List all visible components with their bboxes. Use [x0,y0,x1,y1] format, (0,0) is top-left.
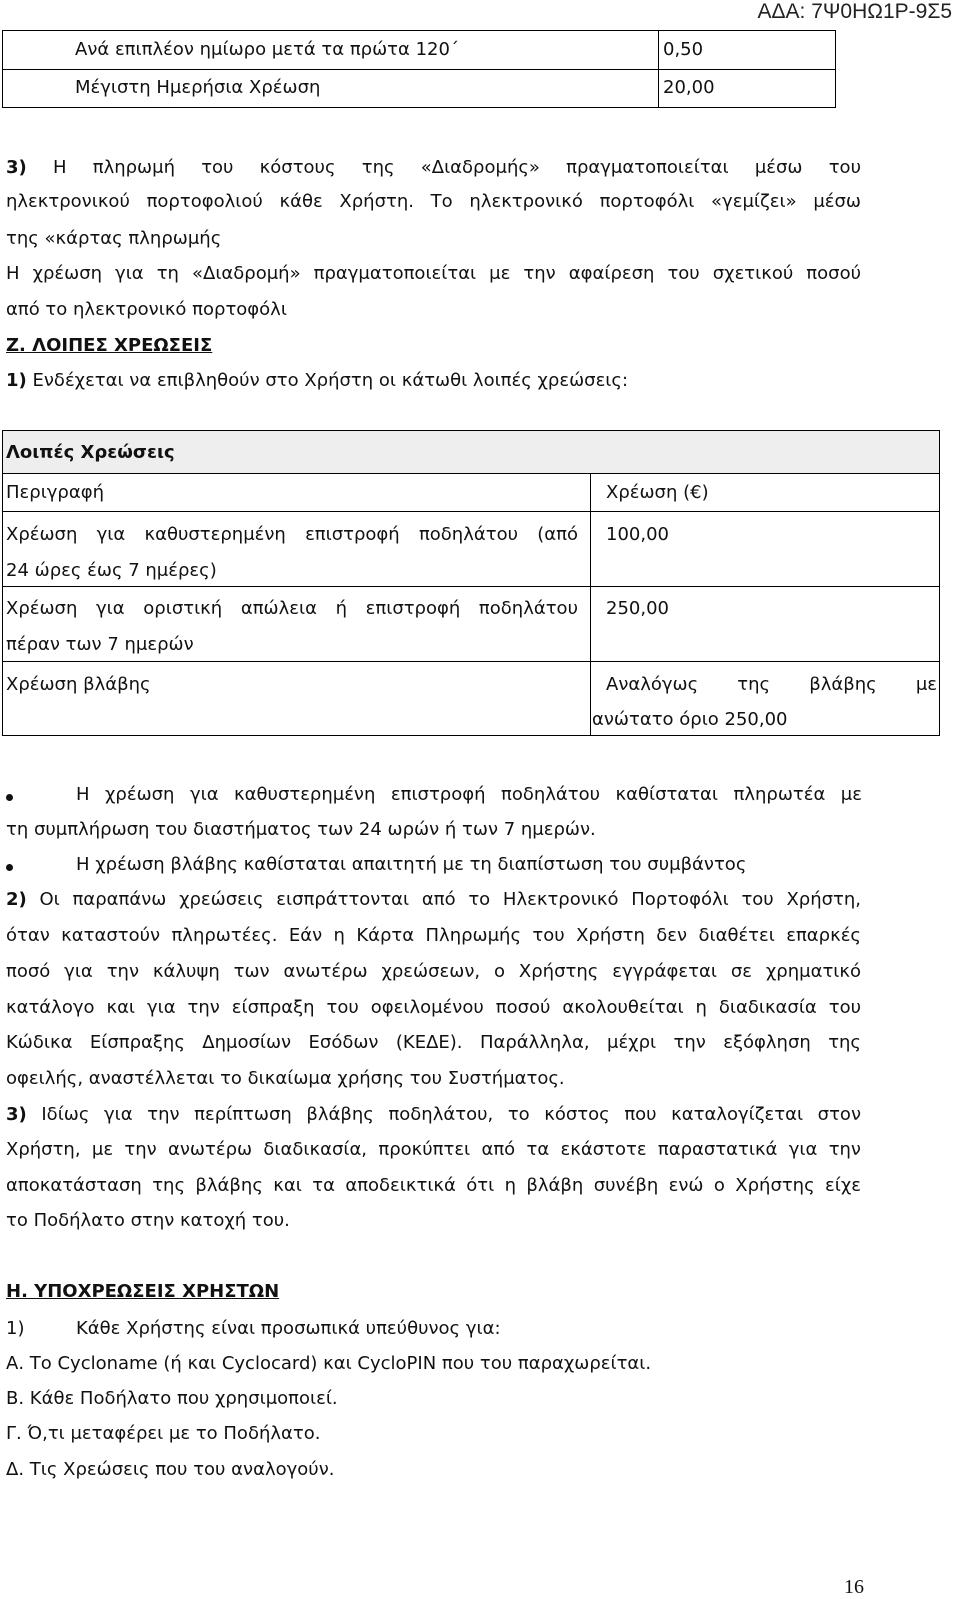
section-z-intro [6,369,628,393]
tariff-table [2,30,836,108]
row-divider [3,661,939,662]
paragraph-line: όταν καταστούν πληρωτέες. Εάν η Κάρτα Πληρωμής του Χρήστη δεν διαθέτει επαρκές [6,925,861,946]
tariff-table-row [3,70,835,108]
bullet-icon [6,794,13,801]
section-title-other-charges: Ζ. ΛΟΙΠΕΣ ΧΡΕΩΣΕΙΣ [6,335,213,356]
obligations-intro [6,1317,24,1341]
paragraph-text: Ιδίως για την περίπτωση βλάβης ποδηλάτου, το κόστος που καταλογίζεται στον [41,1104,861,1125]
paragraph-number: 1) [6,1318,25,1339]
paragraph-text: Η πληρωμή του κόστους της «Διαδρομής» πραγματοποιείται μέσω του [52,157,861,178]
tariff-table-row [3,31,835,70]
section-title-user-obligations: Η. ΥΠΟΧΡΕΩΣΕΙΣ ΧΡΗΣΤΩΝ [6,1281,280,1302]
payment-paragraph-line: Η χρέωση για τη «Διαδρομή» πραγματοποιείται με την αφαίρεση του σχετικού ποσού [6,263,861,284]
paragraph-text: Ενδέχεται να επιβληθούν στο Χρήστη οι κάτωθι λοιπές χρεώσεις: [32,370,629,391]
charge-description: Χρέωση για οριστική απώλεια ή επιστροφή ποδηλάτου [6,598,578,619]
charge-description: Χρέωση για καθυστερημένη επιστροφή ποδηλάτου (από [6,524,578,545]
obligation-item: Α. Το Cycloname (ή και Cyclocard) και CycloPIN που του παραχωρείται. [6,1353,652,1374]
row-divider [3,511,939,512]
table-column-divider [590,473,591,735]
paragraph-line: το Ποδήλατο στην κατοχή του. [6,1210,290,1231]
charge-value: Αναλόγως της βλάβης με [606,674,937,695]
tariff-value: 20,00 [663,77,715,98]
paragraph-number: 3) [6,157,27,178]
bullet-icon [6,864,13,871]
charge-description: πέραν των 7 ημερών [6,634,194,655]
paragraph-line: ποσό για την κάλυψη των ανωτέρω χρεώσεων, ο Χρήστης εγγράφεται σε χρηματικό [6,961,861,982]
payment-paragraph-line: ηλεκτρονικού πορτοφολιού κάθε Χρήστη. Το ηλεκτρονικό πορτοφόλι «γεμίζει» μέσω [6,191,861,212]
paragraph-number: 1) [6,370,27,391]
note-bullet-line: Η χρέωση για καθυστερημένη επιστροφή ποδηλάτου καθίσταται πληρωτέα με [76,784,862,805]
obligation-item: Β. Κάθε Ποδήλατο που χρησιμοποιεί. [6,1388,338,1409]
note-bullet-line: Η χρέωση βλάβης καθίσταται απαιτητή με τη διαπίστωση του συμβάντος [76,854,747,875]
row-divider [3,586,939,587]
paragraph-line: Κώδικα Είσπραξης Δημοσίων Εσόδων (ΚΕΔΕ). Παράλληλα, μέχρι την εξόφληση της [6,1032,861,1053]
paragraph-line: οφειλής, αναστέλλεται το δικαίωμα χρήσης του Συστήματος. [6,1068,565,1089]
table-title: Λοιπές Χρεώσεις [6,442,175,463]
charge-value: 250,00 [606,598,669,619]
obligations-intro-text: Κάθε Χρήστης είναι προσωπικά υπεύθυνος για: [76,1318,501,1339]
paragraph-line [6,888,861,912]
paragraph-text: Οι παραπάνω χρεώσεις εισπράττονται από το Ηλεκτρονικό Πορτοφόλι του Χρήστη, [39,889,861,910]
tariff-label: Ανά επιπλέον ημίωρο μετά τα πρώτα 120΄ [75,39,459,60]
other-charges-table [2,430,940,736]
paragraph-line: αποκατάσταση της βλάβης και τα αποδεικτικά ότι η βλάβη συνέβη ενώ ο Χρήστης είχε [6,1175,861,1196]
charge-value: 100,00 [606,524,669,545]
payment-paragraph-line: από το ηλεκτρονικό πορτοφόλι [6,299,287,320]
tariff-label: Μέγιστη Ημερήσια Χρέωση [75,77,321,98]
paragraph-line: Χρήστη, με την ανωτέρω διαδικασία, προκύπτει από τα εκάστοτε παραστατικά για την [6,1139,861,1160]
payment-paragraph-line: της «κάρτας πληρωμής [6,228,222,249]
charge-description: Χρέωση βλάβης [6,674,151,695]
paragraph-line: κατάλογο και για την είσπραξη του οφειλομένου ποσού ακολουθείται η διαδικασία του [6,997,861,1018]
tariff-value: 0,50 [663,39,704,60]
charge-description: 24 ώρες έως 7 ημέρες) [6,560,217,581]
paragraph-number: 3) [6,1104,27,1125]
payment-paragraph-line [6,156,861,180]
paragraph-number: 2) [6,889,27,910]
charge-value: ανώτατο όριο 250,00 [592,709,788,730]
obligation-item: Δ. Τις Χρεώσεις που του αναλογούν. [6,1459,335,1480]
obligation-item: Γ. Ό,τι μεταφέρει με το Ποδήλατο. [6,1423,321,1444]
paragraph-line [6,1103,861,1127]
table-title-row [3,431,939,474]
document-code: ΑΔΑ: 7Ψ0ΗΩ1Ρ-9Σ5 [757,0,952,23]
column-header-description: Περιγραφή [6,482,105,503]
page-number: 16 [844,1576,864,1598]
column-header-charge: Χρέωση (€) [606,482,709,503]
note-bullet-line: τη συμπλήρωση του διαστήματος των 24 ωρών ή των 7 ημερών. [6,819,596,840]
